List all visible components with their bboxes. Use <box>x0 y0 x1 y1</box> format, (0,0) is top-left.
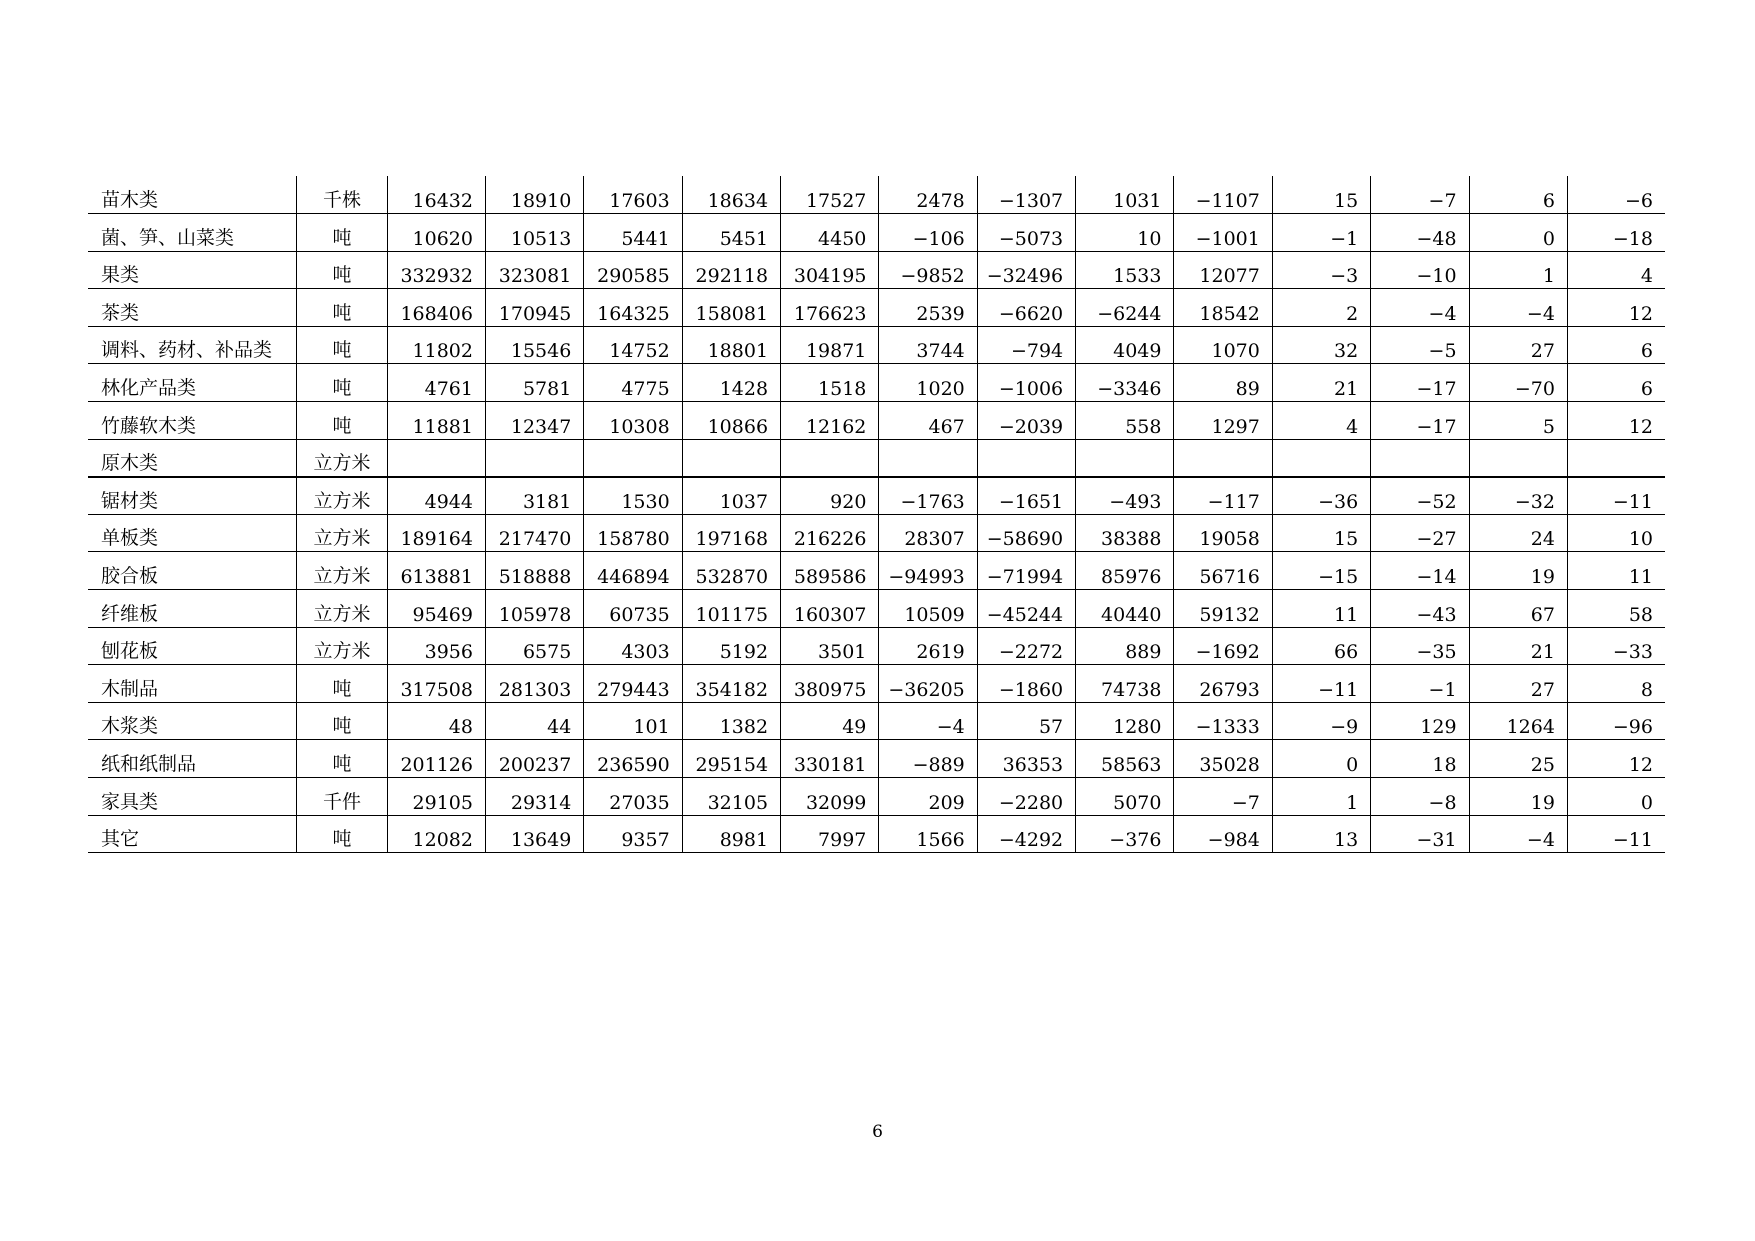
value-cell: 32099 <box>781 778 879 816</box>
value-cell: −4 <box>1469 289 1567 327</box>
value-cell: −11 <box>1567 815 1665 853</box>
value-cell: −1651 <box>977 477 1075 515</box>
value-cell: 176623 <box>781 289 879 327</box>
value-cell: 26793 <box>1174 665 1272 703</box>
value-cell: −15 <box>1272 552 1370 590</box>
value-cell: 5451 <box>682 214 780 252</box>
value-cell: 67 <box>1469 590 1567 628</box>
value-cell: 4303 <box>584 627 682 665</box>
value-cell: −1692 <box>1174 627 1272 665</box>
row-unit: 立方米 <box>297 514 387 552</box>
row-unit: 立方米 <box>297 439 387 477</box>
row-category-name: 其它 <box>88 815 297 853</box>
value-cell: 4944 <box>387 477 485 515</box>
value-cell: 36353 <box>977 740 1075 778</box>
value-cell: 13649 <box>485 815 583 853</box>
value-cell: −1307 <box>977 176 1075 214</box>
value-cell: 613881 <box>387 552 485 590</box>
value-cell: −32496 <box>977 251 1075 289</box>
trade-data-table <box>88 176 1665 853</box>
value-cell: 217470 <box>485 514 583 552</box>
value-cell: 1020 <box>879 364 977 402</box>
value-cell: 29105 <box>387 778 485 816</box>
value-cell: 24 <box>1469 514 1567 552</box>
value-cell: 0 <box>1469 214 1567 252</box>
value-cell: 18801 <box>682 326 780 364</box>
value-cell: 1518 <box>781 364 879 402</box>
value-cell <box>1174 439 1272 477</box>
value-cell: 27035 <box>584 778 682 816</box>
value-cell: −96 <box>1567 702 1665 740</box>
table-row <box>88 214 1665 252</box>
value-cell: 49 <box>781 702 879 740</box>
value-cell: 17603 <box>584 176 682 214</box>
value-cell: −70 <box>1469 364 1567 402</box>
value-cell <box>584 439 682 477</box>
value-cell: 160307 <box>781 590 879 628</box>
value-cell: 3956 <box>387 627 485 665</box>
value-cell: 12 <box>1567 740 1665 778</box>
value-cell: 14752 <box>584 326 682 364</box>
value-cell <box>1469 439 1567 477</box>
value-cell <box>1076 439 1174 477</box>
value-cell: 28307 <box>879 514 977 552</box>
value-cell: 13 <box>1272 815 1370 853</box>
value-cell: 10308 <box>584 402 682 440</box>
row-category-name: 苗木类 <box>88 176 297 214</box>
row-unit: 吨 <box>297 402 387 440</box>
value-cell: 19058 <box>1174 514 1272 552</box>
value-cell: 197168 <box>682 514 780 552</box>
value-cell <box>387 439 485 477</box>
value-cell: 12162 <box>781 402 879 440</box>
value-cell: 35028 <box>1174 740 1272 778</box>
value-cell: 3744 <box>879 326 977 364</box>
value-cell: 5781 <box>485 364 583 402</box>
table-row <box>88 477 1665 515</box>
value-cell: 4 <box>1567 251 1665 289</box>
value-cell: 95469 <box>387 590 485 628</box>
value-cell <box>781 439 879 477</box>
value-cell: 12347 <box>485 402 583 440</box>
value-cell: 18542 <box>1174 289 1272 327</box>
value-cell: −4 <box>1371 289 1469 327</box>
value-cell: 25 <box>1469 740 1567 778</box>
value-cell: −1006 <box>977 364 1075 402</box>
row-unit: 千件 <box>297 778 387 816</box>
value-cell: −493 <box>1076 477 1174 515</box>
value-cell: −4 <box>879 702 977 740</box>
value-cell: 200237 <box>485 740 583 778</box>
table-row <box>88 815 1665 853</box>
value-cell: −35 <box>1371 627 1469 665</box>
value-cell: −33 <box>1567 627 1665 665</box>
value-cell: 8981 <box>682 815 780 853</box>
row-unit: 吨 <box>297 364 387 402</box>
value-cell: 518888 <box>485 552 583 590</box>
value-cell: 467 <box>879 402 977 440</box>
table-row <box>88 514 1665 552</box>
value-cell: 6 <box>1567 364 1665 402</box>
value-cell: −1860 <box>977 665 1075 703</box>
value-cell: −6244 <box>1076 289 1174 327</box>
value-cell: 6575 <box>485 627 583 665</box>
value-cell: 292118 <box>682 251 780 289</box>
value-cell: 158780 <box>584 514 682 552</box>
value-cell: −7 <box>1371 176 1469 214</box>
value-cell: 446894 <box>584 552 682 590</box>
row-unit: 吨 <box>297 289 387 327</box>
value-cell: 158081 <box>682 289 780 327</box>
value-cell: 5 <box>1469 402 1567 440</box>
value-cell: 295154 <box>682 740 780 778</box>
value-cell: 4049 <box>1076 326 1174 364</box>
row-category-name: 纸和纸制品 <box>88 740 297 778</box>
value-cell: 304195 <box>781 251 879 289</box>
value-cell: 101175 <box>682 590 780 628</box>
value-cell: 11 <box>1272 590 1370 628</box>
table-row <box>88 590 1665 628</box>
value-cell: 10620 <box>387 214 485 252</box>
value-cell: 129 <box>1371 702 1469 740</box>
value-cell: 6 <box>1469 176 1567 214</box>
value-cell: 3501 <box>781 627 879 665</box>
value-cell: 189164 <box>387 514 485 552</box>
table-row <box>88 702 1665 740</box>
value-cell: −7 <box>1174 778 1272 816</box>
row-category-name: 林化产品类 <box>88 364 297 402</box>
value-cell: 4761 <box>387 364 485 402</box>
table-row <box>88 251 1665 289</box>
value-cell: 11881 <box>387 402 485 440</box>
value-cell: 74738 <box>1076 665 1174 703</box>
value-cell: 1264 <box>1469 702 1567 740</box>
value-cell: −2039 <box>977 402 1075 440</box>
value-cell: 1533 <box>1076 251 1174 289</box>
table-row <box>88 364 1665 402</box>
value-cell: 216226 <box>781 514 879 552</box>
value-cell: −58690 <box>977 514 1075 552</box>
value-cell: 1530 <box>584 477 682 515</box>
value-cell: 1566 <box>879 815 977 853</box>
value-cell: 532870 <box>682 552 780 590</box>
value-cell: −3 <box>1272 251 1370 289</box>
table-row <box>88 326 1665 364</box>
table-row <box>88 665 1665 703</box>
table-row <box>88 439 1665 477</box>
value-cell <box>1371 439 1469 477</box>
value-cell: 11802 <box>387 326 485 364</box>
value-cell: −5073 <box>977 214 1075 252</box>
value-cell: 6 <box>1567 326 1665 364</box>
value-cell: −17 <box>1371 364 1469 402</box>
value-cell: 32105 <box>682 778 780 816</box>
value-cell: 10866 <box>682 402 780 440</box>
value-cell: 12082 <box>387 815 485 853</box>
row-category-name: 果类 <box>88 251 297 289</box>
value-cell: 18910 <box>485 176 583 214</box>
value-cell <box>1272 439 1370 477</box>
row-unit: 千株 <box>297 176 387 214</box>
value-cell: 5070 <box>1076 778 1174 816</box>
value-cell: 66 <box>1272 627 1370 665</box>
value-cell: 290585 <box>584 251 682 289</box>
value-cell: −984 <box>1174 815 1272 853</box>
table-row <box>88 289 1665 327</box>
value-cell: −1 <box>1371 665 1469 703</box>
value-cell: 59132 <box>1174 590 1272 628</box>
value-cell: −2272 <box>977 627 1075 665</box>
value-cell: 1 <box>1272 778 1370 816</box>
value-cell: −117 <box>1174 477 1272 515</box>
table-row <box>88 176 1665 214</box>
value-cell: 12077 <box>1174 251 1272 289</box>
value-cell: −889 <box>879 740 977 778</box>
value-cell: 58 <box>1567 590 1665 628</box>
value-cell: −1333 <box>1174 702 1272 740</box>
row-unit: 立方米 <box>297 590 387 628</box>
value-cell: 4450 <box>781 214 879 252</box>
value-cell: 44 <box>485 702 583 740</box>
value-cell: 323081 <box>485 251 583 289</box>
value-cell: 7997 <box>781 815 879 853</box>
value-cell: 4775 <box>584 364 682 402</box>
value-cell: −94993 <box>879 552 977 590</box>
value-cell: 10 <box>1567 514 1665 552</box>
table-row <box>88 627 1665 665</box>
row-category-name: 刨花板 <box>88 627 297 665</box>
value-cell: 1070 <box>1174 326 1272 364</box>
value-cell <box>1567 439 1665 477</box>
value-cell: −14 <box>1371 552 1469 590</box>
value-cell: 4 <box>1272 402 1370 440</box>
value-cell: 920 <box>781 477 879 515</box>
table-row <box>88 402 1665 440</box>
value-cell: −4 <box>1469 815 1567 853</box>
value-cell: −32 <box>1469 477 1567 515</box>
value-cell: −11 <box>1272 665 1370 703</box>
value-cell: −27 <box>1371 514 1469 552</box>
value-cell: 380975 <box>781 665 879 703</box>
value-cell: 354182 <box>682 665 780 703</box>
value-cell: 170945 <box>485 289 583 327</box>
value-cell: 317508 <box>387 665 485 703</box>
value-cell: 0 <box>1272 740 1370 778</box>
value-cell: −43 <box>1371 590 1469 628</box>
value-cell: 12 <box>1567 289 1665 327</box>
value-cell: −6620 <box>977 289 1075 327</box>
value-cell: −11 <box>1567 477 1665 515</box>
row-unit: 吨 <box>297 740 387 778</box>
value-cell: 12 <box>1567 402 1665 440</box>
value-cell: 281303 <box>485 665 583 703</box>
row-category-name: 茶类 <box>88 289 297 327</box>
row-category-name: 家具类 <box>88 778 297 816</box>
value-cell: 16432 <box>387 176 485 214</box>
value-cell: 40440 <box>1076 590 1174 628</box>
value-cell: −1763 <box>879 477 977 515</box>
value-cell: 15546 <box>485 326 583 364</box>
value-cell: −36 <box>1272 477 1370 515</box>
value-cell: 5192 <box>682 627 780 665</box>
value-cell: 1428 <box>682 364 780 402</box>
value-cell: −5 <box>1371 326 1469 364</box>
row-unit: 立方米 <box>297 477 387 515</box>
value-cell: 168406 <box>387 289 485 327</box>
value-cell: −106 <box>879 214 977 252</box>
value-cell: 2 <box>1272 289 1370 327</box>
value-cell: 1 <box>1469 251 1567 289</box>
value-cell: −31 <box>1371 815 1469 853</box>
value-cell: 889 <box>1076 627 1174 665</box>
row-unit: 吨 <box>297 214 387 252</box>
value-cell: 27 <box>1469 665 1567 703</box>
value-cell: 589586 <box>781 552 879 590</box>
value-cell: 1280 <box>1076 702 1174 740</box>
value-cell: 29314 <box>485 778 583 816</box>
value-cell: 2619 <box>879 627 977 665</box>
row-category-name: 菌、笋、山菜类 <box>88 214 297 252</box>
row-unit: 吨 <box>297 702 387 740</box>
value-cell: 19871 <box>781 326 879 364</box>
value-cell: −1 <box>1272 214 1370 252</box>
row-category-name: 胶合板 <box>88 552 297 590</box>
value-cell: 56716 <box>1174 552 1272 590</box>
row-category-name: 木浆类 <box>88 702 297 740</box>
value-cell: 1297 <box>1174 402 1272 440</box>
value-cell: 279443 <box>584 665 682 703</box>
value-cell: 5441 <box>584 214 682 252</box>
value-cell: −71994 <box>977 552 1075 590</box>
value-cell: −45244 <box>977 590 1075 628</box>
value-cell: −9 <box>1272 702 1370 740</box>
row-category-name: 纤维板 <box>88 590 297 628</box>
value-cell: 21 <box>1469 627 1567 665</box>
value-cell <box>485 439 583 477</box>
value-cell: 1382 <box>682 702 780 740</box>
value-cell: 27 <box>1469 326 1567 364</box>
value-cell: 201126 <box>387 740 485 778</box>
value-cell: 18634 <box>682 176 780 214</box>
value-cell: −6 <box>1567 176 1665 214</box>
value-cell: −10 <box>1371 251 1469 289</box>
page-number: 6 <box>872 1122 883 1142</box>
row-category-name: 原木类 <box>88 439 297 477</box>
value-cell: 57 <box>977 702 1075 740</box>
value-cell: 89 <box>1174 364 1272 402</box>
value-cell: 0 <box>1567 778 1665 816</box>
value-cell: 2539 <box>879 289 977 327</box>
value-cell: 32 <box>1272 326 1370 364</box>
value-cell: 105978 <box>485 590 583 628</box>
table-row <box>88 552 1665 590</box>
value-cell: −4292 <box>977 815 1075 853</box>
value-cell: 8 <box>1567 665 1665 703</box>
value-cell: −2280 <box>977 778 1075 816</box>
value-cell: 236590 <box>584 740 682 778</box>
value-cell: 38388 <box>1076 514 1174 552</box>
value-cell: 11 <box>1567 552 1665 590</box>
row-category-name: 木制品 <box>88 665 297 703</box>
value-cell: 58563 <box>1076 740 1174 778</box>
row-category-name: 锯材类 <box>88 477 297 515</box>
value-cell: −9852 <box>879 251 977 289</box>
value-cell: −17 <box>1371 402 1469 440</box>
row-category-name: 竹藤软木类 <box>88 402 297 440</box>
value-cell: 332932 <box>387 251 485 289</box>
table-row <box>88 740 1665 778</box>
value-cell: 17527 <box>781 176 879 214</box>
value-cell: −794 <box>977 326 1075 364</box>
value-cell: −18 <box>1567 214 1665 252</box>
row-unit: 立方米 <box>297 627 387 665</box>
value-cell: −52 <box>1371 477 1469 515</box>
row-unit: 吨 <box>297 815 387 853</box>
value-cell: 10 <box>1076 214 1174 252</box>
value-cell: −1107 <box>1174 176 1272 214</box>
value-cell: −48 <box>1371 214 1469 252</box>
value-cell: 3181 <box>485 477 583 515</box>
value-cell: −8 <box>1371 778 1469 816</box>
row-category-name: 单板类 <box>88 514 297 552</box>
table-body <box>88 176 1665 853</box>
value-cell: −3346 <box>1076 364 1174 402</box>
value-cell: −376 <box>1076 815 1174 853</box>
value-cell: 48 <box>387 702 485 740</box>
value-cell: 21 <box>1272 364 1370 402</box>
value-cell: 60735 <box>584 590 682 628</box>
value-cell: 10509 <box>879 590 977 628</box>
value-cell: 1031 <box>1076 176 1174 214</box>
value-cell: 2478 <box>879 176 977 214</box>
value-cell: 18 <box>1371 740 1469 778</box>
row-category-name: 调料、药材、补品类 <box>88 326 297 364</box>
row-unit: 立方米 <box>297 552 387 590</box>
value-cell: 209 <box>879 778 977 816</box>
value-cell: 10513 <box>485 214 583 252</box>
value-cell: 15 <box>1272 176 1370 214</box>
value-cell: 558 <box>1076 402 1174 440</box>
value-cell: 19 <box>1469 778 1567 816</box>
row-unit: 吨 <box>297 326 387 364</box>
row-unit: 吨 <box>297 665 387 703</box>
value-cell: 19 <box>1469 552 1567 590</box>
value-cell <box>682 439 780 477</box>
value-cell <box>879 439 977 477</box>
value-cell: −36205 <box>879 665 977 703</box>
value-cell: 9357 <box>584 815 682 853</box>
value-cell: 101 <box>584 702 682 740</box>
value-cell <box>977 439 1075 477</box>
table-row <box>88 778 1665 816</box>
value-cell: 330181 <box>781 740 879 778</box>
value-cell: 1037 <box>682 477 780 515</box>
row-unit: 吨 <box>297 251 387 289</box>
value-cell: 164325 <box>584 289 682 327</box>
value-cell: 15 <box>1272 514 1370 552</box>
value-cell: 85976 <box>1076 552 1174 590</box>
value-cell: −1001 <box>1174 214 1272 252</box>
